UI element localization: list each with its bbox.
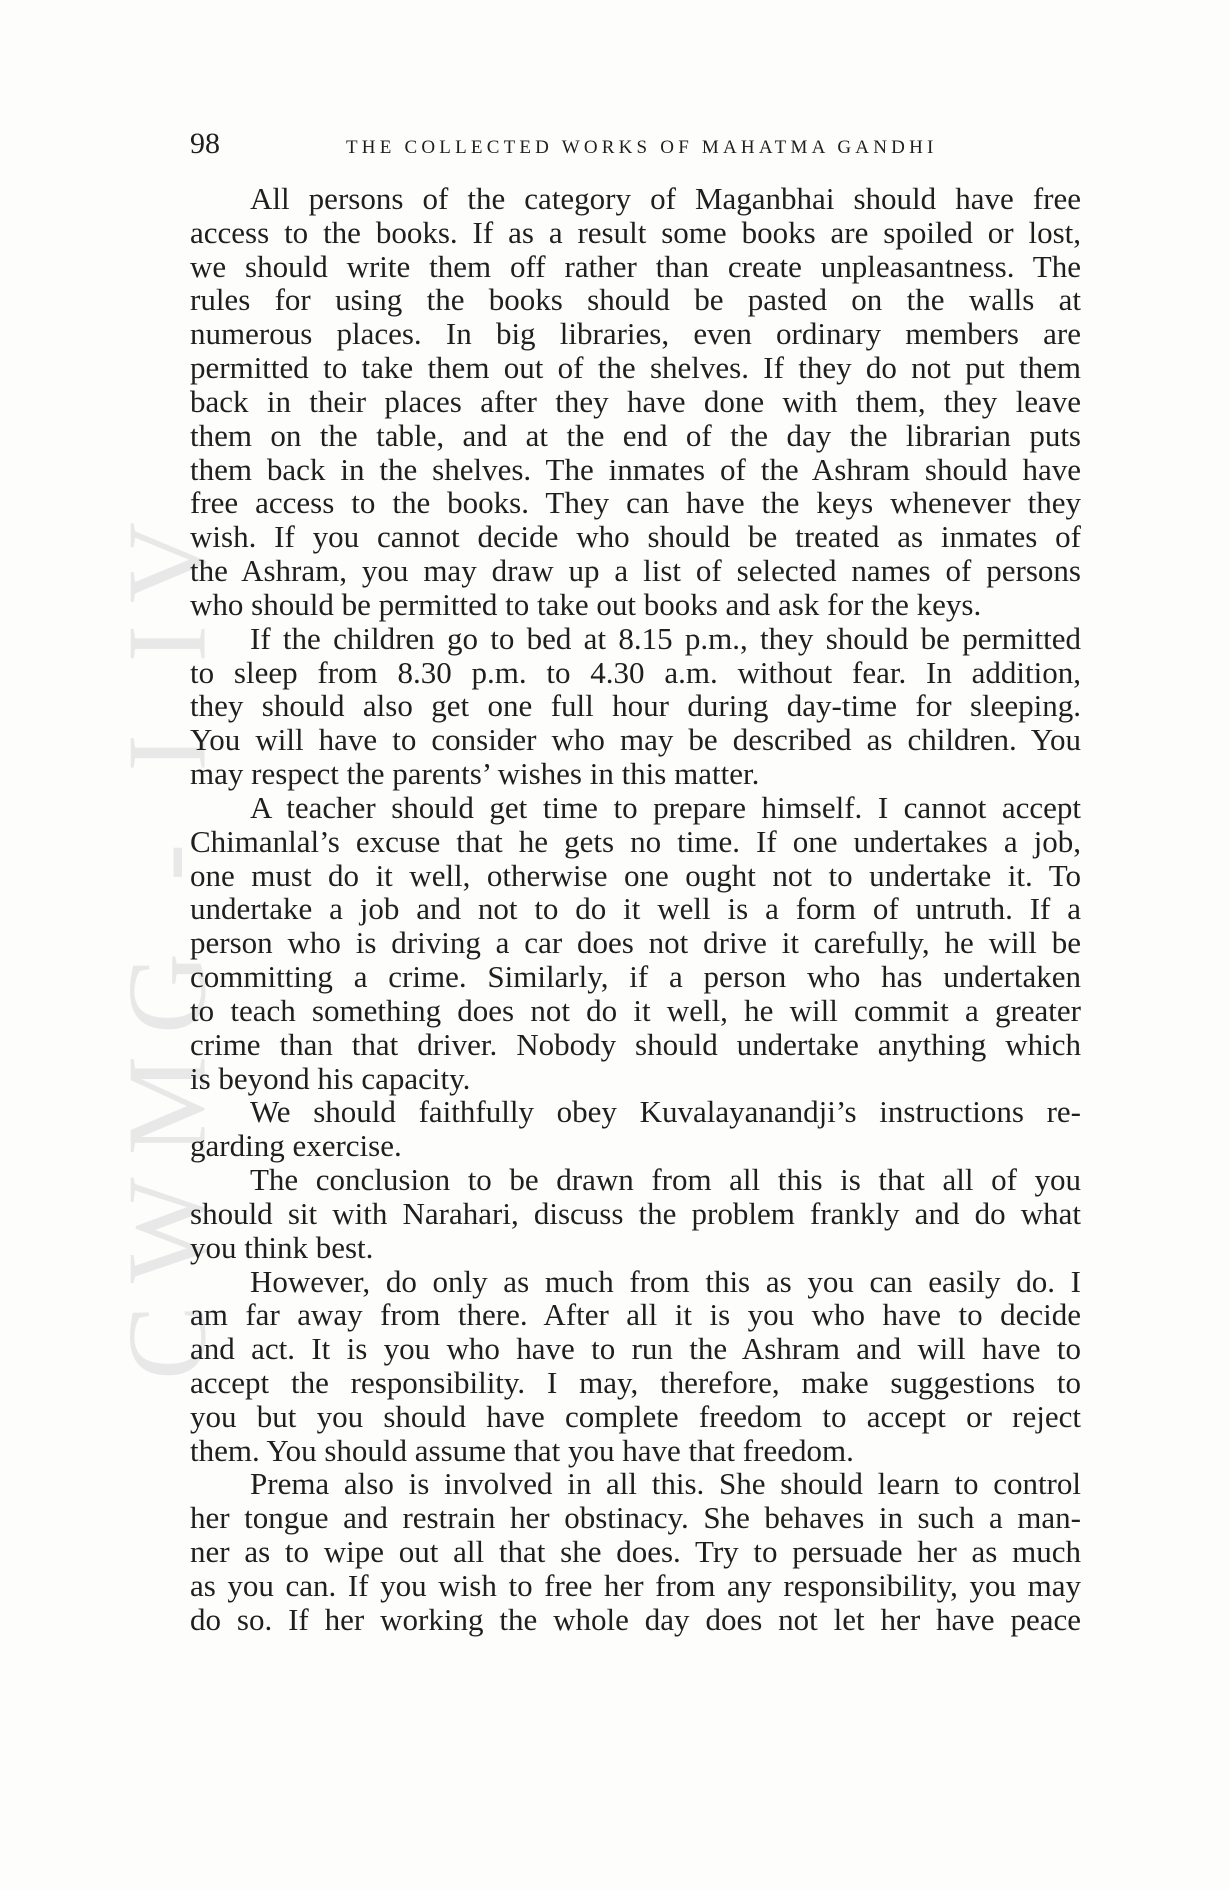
- paragraph: [190, 1095, 1081, 1163]
- text-line: you but you should have complete freedom to accept or reject: [190, 1398, 1081, 1434]
- text-line: A teacher should get time to prepare himself. I cannot accept: [250, 789, 1081, 825]
- running-head: THE COLLECTED WORKS OF MAHATMA GANDHI: [346, 137, 938, 158]
- text-line: one must do it well, otherwise one ought not to undertake it. To: [190, 857, 1081, 893]
- paragraph: [190, 791, 1081, 1095]
- paragraph: [190, 182, 1081, 622]
- text-line: the Ashram, you may draw up a list of selected names of persons: [190, 553, 1081, 589]
- text-line: access to the books. If as a result some books are spoiled or lost,: [190, 214, 1081, 250]
- text-line: is beyond his capacity.: [190, 1060, 471, 1096]
- text-line: her tongue and restrain her obstinacy. She behaves in such a man-: [190, 1500, 1081, 1536]
- watermark: CWMG - I IV: [105, 500, 230, 1380]
- text-line: We should faithfully obey Kuvalayanandji’s instructions re-: [250, 1094, 1081, 1130]
- text-line: them on the table, and at the end of the day the librarian puts: [190, 417, 1081, 453]
- text-line: wish. If you cannot decide who should be treated as inmates of: [190, 519, 1081, 555]
- paragraph: [190, 1265, 1081, 1468]
- text-line: You will have to consider who may be described as children. You: [190, 722, 1081, 758]
- text-line: However, do only as much from this as you can easily do. I: [250, 1263, 1081, 1299]
- text-line: All persons of the category of Maganbhai should have free: [250, 181, 1081, 216]
- text-line: The conclusion to be drawn from all this is that all of you: [250, 1162, 1081, 1198]
- text-line: and act. It is you who have to run the Ashram and will have to: [190, 1331, 1081, 1367]
- text-line: them. You should assume that you have that freedom.: [190, 1432, 854, 1468]
- page-number: 98: [190, 127, 220, 160]
- text-line: Chimanlal’s excuse that he gets no time. If one undertakes a job,: [190, 823, 1081, 859]
- text-line: am far away from there. After all it is you who have to decide: [190, 1297, 1081, 1333]
- text-line: garding exercise.: [190, 1128, 402, 1164]
- text-line: who should be permitted to take out books and ask for the keys.: [190, 586, 982, 622]
- text-line: to sleep from 8.30 p.m. to 4.30 a.m. without fear. In addition,: [190, 654, 1081, 690]
- text-line: rules for using the books should be pasted on the walls at: [190, 282, 1081, 318]
- text-line: If the children go to bed at 8.15 p.m., they should be permitted: [250, 620, 1081, 656]
- text-line: ner as to wipe out all that she does. Try to persuade her as much: [190, 1534, 1081, 1570]
- text-line: you think best.: [190, 1229, 374, 1265]
- paragraph: [190, 622, 1081, 791]
- text-line: to teach something does not do it well, he will commit a greater: [190, 992, 1081, 1028]
- page-header: [0, 126, 1229, 162]
- text-body: [190, 182, 1081, 1637]
- text-line: Prema also is involved in all this. She should learn to control: [250, 1466, 1081, 1502]
- text-line: back in their places after they have done with them, they leave: [190, 383, 1081, 419]
- text-line: person who is driving a car does not drive it carefully, he will be: [190, 925, 1081, 961]
- paragraph: [190, 1163, 1081, 1264]
- text-line: do so. If her working the whole day does not let her have peace: [190, 1601, 1081, 1637]
- text-line: we should write them off rather than create unpleasantness. The: [190, 248, 1081, 284]
- text-line: committing a crime. Similarly, if a person who has undertaken: [190, 959, 1081, 995]
- text-line: crime than that driver. Nobody should undertake anything which: [190, 1026, 1081, 1062]
- text-line: accept the responsibility. I may, therefore, make suggestions to: [190, 1364, 1081, 1400]
- text-line: them back in the shelves. The inmates of the Ashram should have: [190, 451, 1081, 487]
- text-line: undertake a job and not to do it well is a form of untruth. If a: [190, 891, 1081, 927]
- text-line: as you can. If you wish to free her from any responsibility, you may: [190, 1567, 1081, 1603]
- text-line: they should also get one full hour during day-time for sleeping.: [190, 688, 1081, 724]
- text-line: may respect the parents’ wishes in this matter.: [190, 756, 760, 792]
- text-line: should sit with Narahari, discuss the problem frankly and do what: [190, 1195, 1081, 1231]
- text-line: permitted to take them out of the shelves. If they do not put them: [190, 350, 1081, 386]
- text-line: free access to the books. They can have the keys whenever they: [190, 485, 1081, 521]
- paragraph: [190, 1467, 1081, 1636]
- text-line: numerous places. In big libraries, even ordinary members are: [190, 316, 1081, 352]
